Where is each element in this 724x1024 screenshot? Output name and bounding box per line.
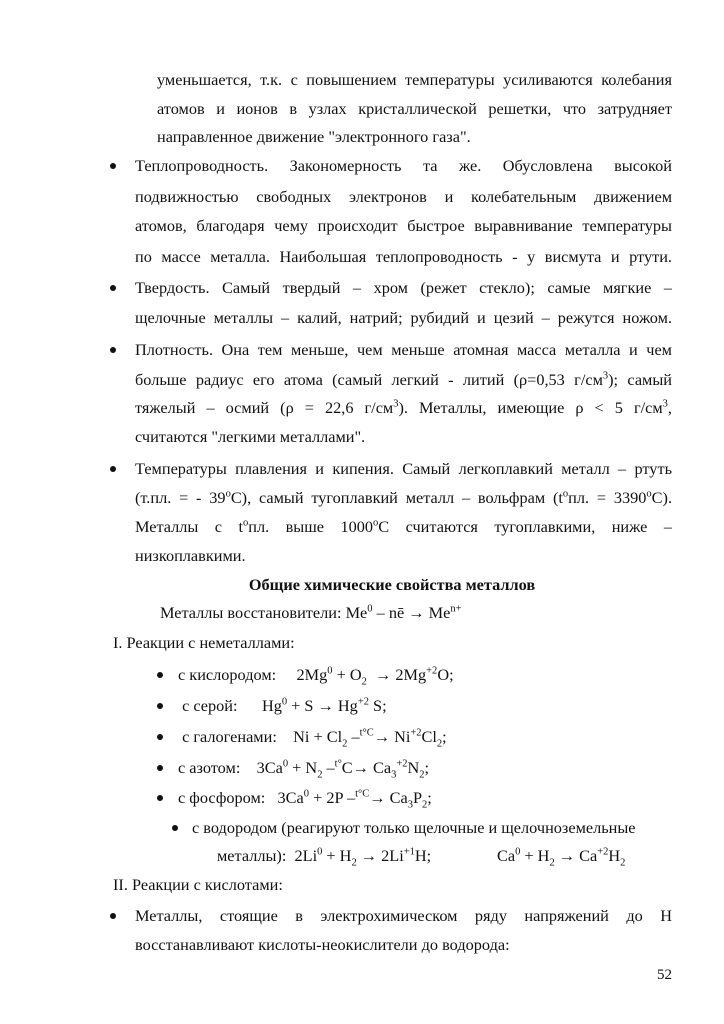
bullet-icon — [172, 825, 178, 831]
bullet-icon — [110, 285, 116, 291]
text-line: подвижностью свободных электронов и колебательным движением — [135, 187, 672, 206]
reaction-hydrogen-text: с водородом (реагируют только щелочные и щелочноземельные — [192, 818, 636, 837]
text-line: восстанавливают кислоты-неокислители до водорода: — [135, 935, 510, 954]
text-line: тяжелый – осмий (ρ = 22,6 $г/см^3$). Металлы, имеющие ρ < 5 $г/см^3$, — [135, 398, 672, 417]
bullet-icon — [157, 703, 163, 709]
bullet-icon — [157, 672, 163, 678]
page-number: 52 — [657, 967, 672, 983]
reaction-oxygen: с кислородом: $2Mg^0 + O_2 \to 2Mg^{+2}O$; — [178, 665, 454, 688]
text-line: атомов, благодаря чему происходит быстрое выравнивание температуры — [135, 216, 672, 235]
text-line: направленное движение "электронного газа". — [157, 127, 471, 146]
bullet-icon — [110, 466, 116, 472]
bullet-icon — [110, 347, 116, 353]
text-line: низкоплавкими. — [135, 546, 246, 565]
bullet-icon — [157, 795, 163, 801]
text-line: Твердость. Самый твердый – хром (режет стекло); самые мягкие – — [135, 278, 672, 297]
reducers-formula: Металлы восстановители: Me$^0$ – nē → $Me^{n+}$ — [160, 603, 462, 622]
subheading-nonmetals: I. Реакции с неметаллами: — [113, 633, 295, 652]
text-line: Температуры плавления и кипения. Самый легкоплавкий металл – ртуть — [135, 459, 672, 478]
text-line: Металлы с $t^опл$. выше $1000^оС$ считаются тугоплавкими, ниже – — [135, 517, 672, 536]
reaction-nitrogen: с азотом: $3Ca^0 + N_2$ $-^{t^\circ}C\to Ca_3^{+2}N_2$; — [178, 758, 430, 781]
reaction-phosphorus: с фосфором: $3Ca^0 + 2P$ $-^{t^\circ C}\to Ca_3P_2$; — [178, 788, 432, 811]
text-line: Теплопроводность. Закономерность та же. Обусловлена высокой — [135, 156, 672, 175]
bullet-icon — [110, 913, 116, 919]
subheading-acids: II. Реакции с кислотами: — [113, 875, 283, 894]
text-line: атомов и ионов в узлах кристаллической решетки, что затрудняет — [157, 99, 672, 118]
text-line: Металлы, стоящие в электрохимическом ряду напряжений до Н — [135, 906, 672, 925]
reaction-hydrogen-li: металлы): $2Li^0 + H_2 \to 2Li^{+1}H$; — [217, 846, 432, 869]
bullet-icon — [157, 734, 163, 740]
text-line: больше радиус его атома (самый легкий - литий (ρ=0,53 $г/см^3$); самый — [135, 370, 672, 389]
text-line: Плотность. Она тем меньше, чем меньше атомная масса металла и чем — [135, 340, 672, 359]
text-line: по массе металла. Наибольшая теплопроводность - у висмута и ртути. — [135, 247, 672, 266]
text-line: щелочные металлы – калий, натрий; рубидий и цезий – режутся ножом. — [135, 308, 672, 327]
reaction-halogens: с галогенами: $Ni + Cl_2$ $-^{t^\circ C}\to Ni^{+2}Cl_2$; — [178, 727, 447, 750]
reaction-hydrogen-ca: $Ca^0 + H_2 \to Ca^{+2}H_2$ — [497, 846, 626, 869]
section-title: Общие химические свойства металлов — [248, 575, 536, 594]
text-line: считаются "легкими металлами". — [135, 427, 366, 446]
bullet-icon — [157, 765, 163, 771]
text-line: уменьшается, т.к. с повышением температуры усиливаются колебания — [157, 70, 672, 89]
text-line: (т.пл. = - $39^оС$), самый тугоплавкий металл – вольфрам ($t^опл$. = $3390^оС$). — [135, 488, 672, 507]
bullet-icon — [110, 163, 116, 169]
reaction-sulfur: с серой: $Hg^0 + S \to Hg^{+2}$ S; — [178, 696, 387, 715]
